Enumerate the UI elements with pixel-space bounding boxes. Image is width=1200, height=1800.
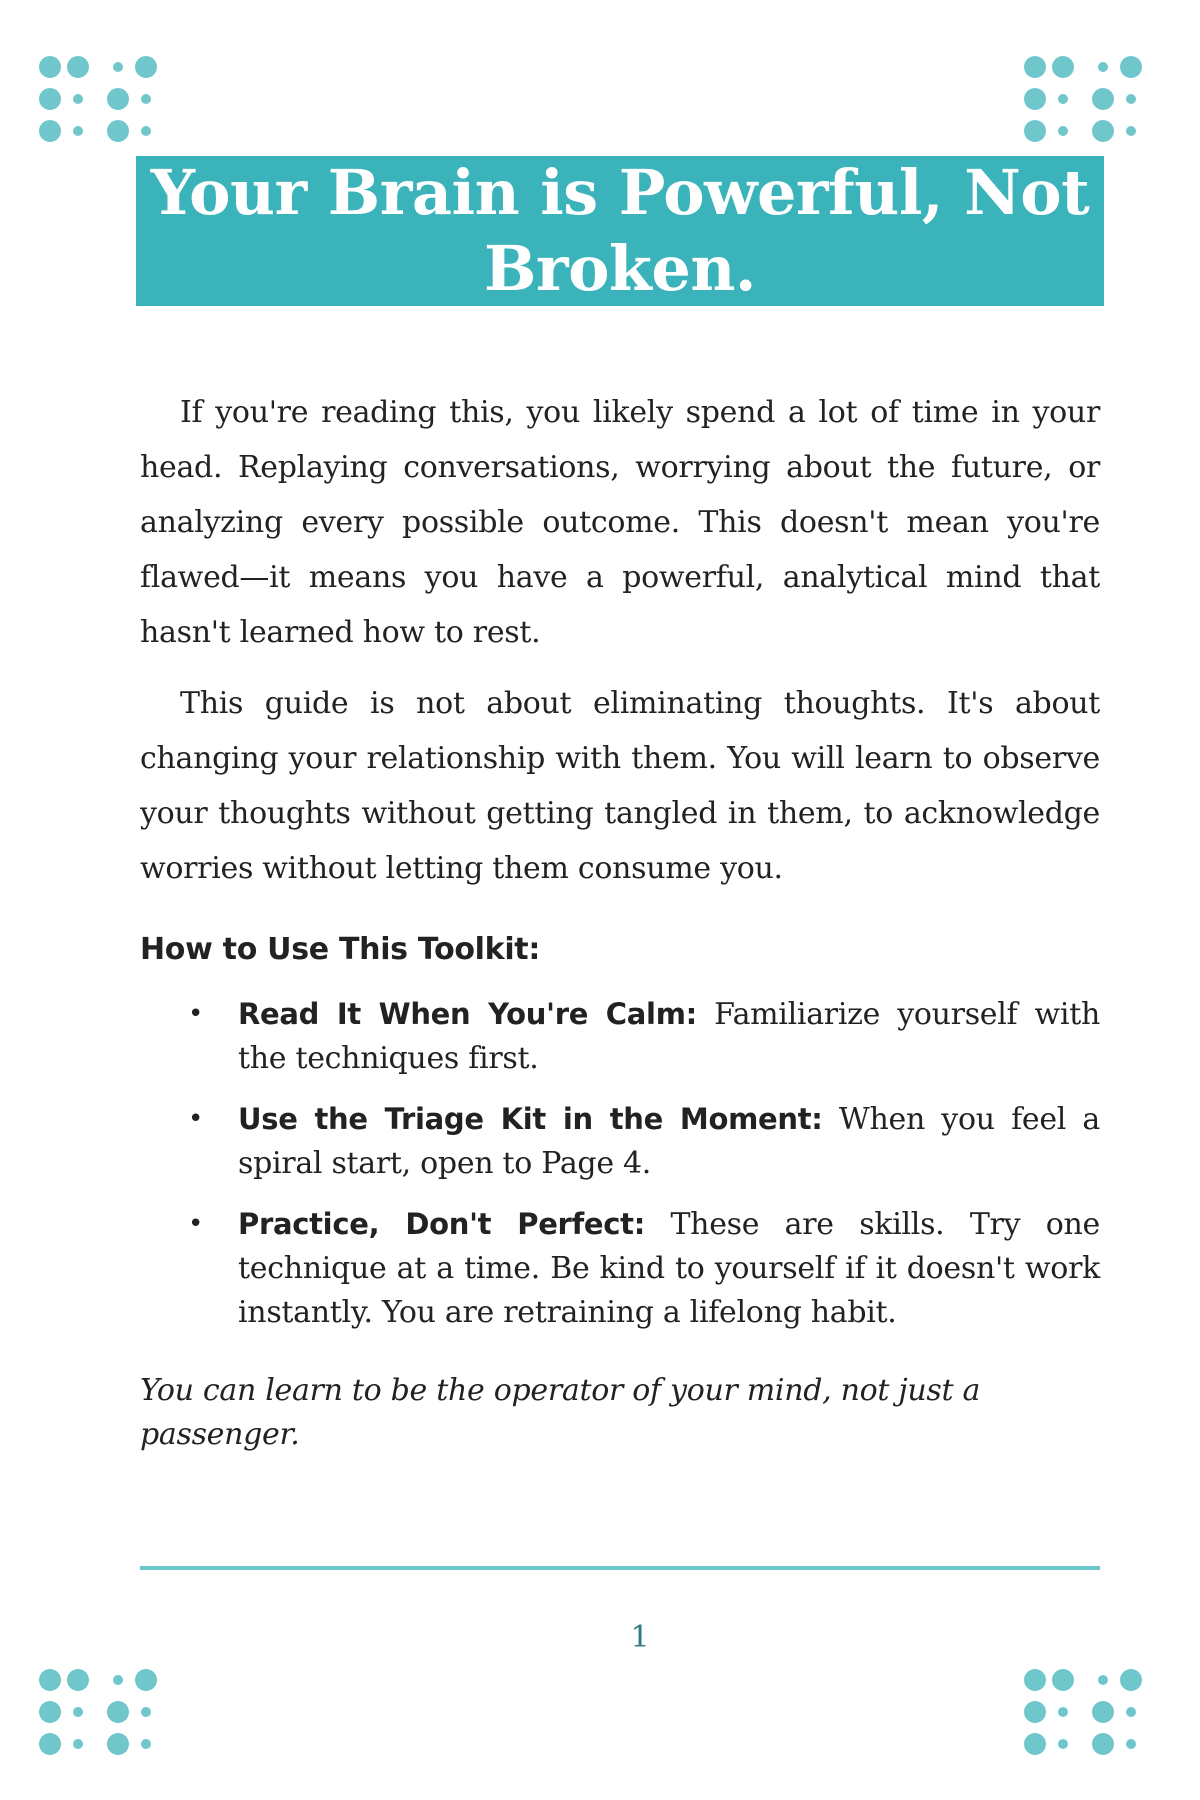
list-item-text: When you feel a spiral start, open to Page 4. <box>238 1102 1100 1181</box>
closing-statement: You can learn to be the operator of your mind, not just a passenger. <box>140 1373 981 1452</box>
body-content <box>140 385 1100 1457</box>
list-item-text: These are skills. Try one technique at a time. Be kind to yourself if it doesn't work instantly. You are retraining a lifelong habit. <box>238 1207 1100 1330</box>
bullet-icon: • <box>188 1104 204 1134</box>
footer-divider <box>140 1566 1100 1570</box>
list-item-label: Practice, Don't Perfect: <box>238 1207 645 1241</box>
toolkit-list <box>140 992 1100 1335</box>
list-item <box>140 1097 1100 1186</box>
list-item <box>140 1202 1100 1335</box>
dot-cluster-icon <box>38 55 188 165</box>
list-item-label: Read It When You're Calm: <box>238 997 697 1031</box>
dot-cluster-icon <box>38 1668 188 1778</box>
intro-paragraph-2: This guide is not about eliminating thoughts. It's about changing your relationship with them. You will learn to observe your thoughts without getting tangled in them, to acknowledge worries without letting them consume you. <box>140 686 1100 886</box>
list-item-label: Use the Triage Kit in the Moment: <box>238 1102 823 1136</box>
list-item-text: Familiarize yourself with the techniques first. <box>238 997 1100 1076</box>
title-banner <box>136 156 1104 306</box>
dot-cluster-icon <box>1023 55 1173 165</box>
list-item <box>140 992 1100 1081</box>
page-number: 1 <box>630 1620 650 1655</box>
page-title: Your Brain is Powerful, Not Broken. <box>150 156 1090 305</box>
bullet-icon: • <box>188 999 204 1029</box>
dot-cluster-icon <box>1023 1668 1173 1778</box>
intro-paragraph-1: If you're reading this, you likely spend a lot of time in your head. Replaying conversations, worrying about the future, or analyzing every possible outcome. This doesn't mean you're flawed—it means you have a powerful, analytical mind that hasn't learned how to rest. <box>140 395 1100 650</box>
section-heading: How to Use This Toolkit: <box>140 932 541 967</box>
bullet-icon: • <box>188 1209 204 1239</box>
